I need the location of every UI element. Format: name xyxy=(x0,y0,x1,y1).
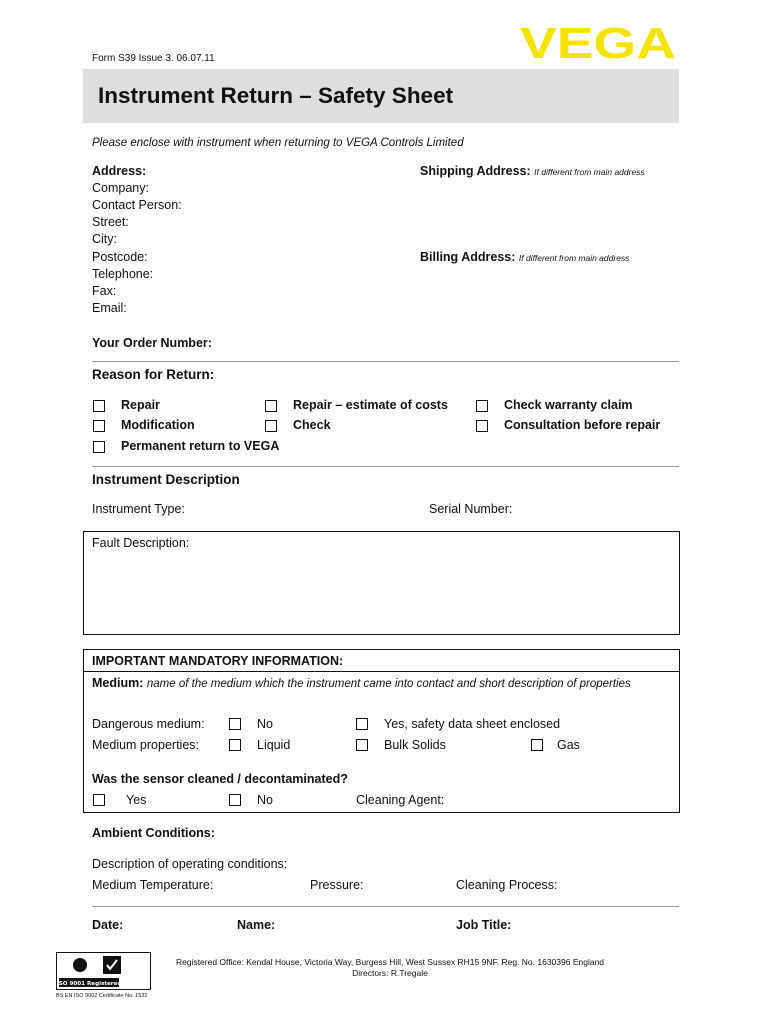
serial-number-label: Serial Number: xyxy=(429,502,513,516)
fault-description-label: Fault Description: xyxy=(92,536,190,550)
page-title: Instrument Return – Safety Sheet xyxy=(98,83,454,108)
shipping-address-note: If different from main address xyxy=(534,167,645,177)
consultation-label: Consultation before repair xyxy=(504,418,661,432)
cleaned-yes-checkbox[interactable] xyxy=(93,794,105,806)
consultation-checkbox[interactable] xyxy=(476,420,488,432)
warranty-claim-checkbox[interactable] xyxy=(476,400,488,412)
repair-estimate-checkbox[interactable] xyxy=(265,400,277,412)
fax-label: Fax: xyxy=(92,284,117,298)
name-label: Name: xyxy=(237,918,276,932)
date-label: Date: xyxy=(92,918,124,932)
mandatory-heading-rule xyxy=(83,671,679,672)
footer xyxy=(130,957,650,979)
reason-heading: Reason for Return: xyxy=(92,367,215,382)
dangerous-no-label: No xyxy=(257,717,273,731)
repair-label: Repair xyxy=(121,398,160,412)
liquid-label: Liquid xyxy=(257,738,291,752)
repair-estimate-label: Repair – estimate of costs xyxy=(293,398,448,412)
mandatory-info-box xyxy=(83,649,680,813)
telephone-label: Telephone: xyxy=(92,267,154,281)
dangerous-yes-checkbox[interactable] xyxy=(356,718,368,730)
dangerous-medium-label: Dangerous medium: xyxy=(92,717,205,731)
liquid-checkbox[interactable] xyxy=(229,739,241,751)
bulk-solids-label: Bulk Solids xyxy=(384,738,446,752)
divider xyxy=(92,466,679,467)
cleaned-question: Was the sensor cleaned / decontaminated? xyxy=(92,772,348,786)
company-label: Company: xyxy=(92,181,149,195)
billing-address-label: Billing Address: xyxy=(420,250,516,264)
warranty-claim-label: Check warranty claim xyxy=(504,398,633,412)
permanent-return-checkbox[interactable] xyxy=(93,441,105,453)
cleaned-no-checkbox[interactable] xyxy=(229,794,241,806)
street-label: Street: xyxy=(92,215,129,229)
certification-text: ISO 9001 Registered xyxy=(57,981,122,987)
vega-logo xyxy=(518,22,678,62)
permanent-return-label: Permanent return to VEGA xyxy=(121,439,280,453)
dangerous-yes-label: Yes, safety data sheet enclosed xyxy=(384,717,561,731)
city-label: City: xyxy=(92,232,117,246)
cleaned-no-label: No xyxy=(257,793,273,807)
check-checkbox[interactable] xyxy=(265,420,277,432)
check-label: Check xyxy=(293,418,331,432)
gas-checkbox[interactable] xyxy=(531,739,543,751)
contact-person-label: Contact Person: xyxy=(92,198,182,212)
medium-temperature-label: Medium Temperature: xyxy=(92,878,214,892)
medium-note: name of the medium which the instrument came into contact and short description of properties xyxy=(146,678,631,690)
cleaned-yes-label: Yes xyxy=(126,793,147,807)
operating-conditions-label: Description of operating conditions: xyxy=(92,857,288,871)
order-number-label: Your Order Number: xyxy=(92,336,212,350)
ambient-heading: Ambient Conditions: xyxy=(92,826,215,840)
divider xyxy=(92,361,679,362)
repair-checkbox[interactable] xyxy=(93,400,105,412)
billing-address xyxy=(420,250,629,264)
modification-label: Modification xyxy=(121,418,195,432)
instrument-type-label: Instrument Type: xyxy=(92,502,185,516)
intro-text: Please enclose with instrument when returning to VEGA Controls Limited xyxy=(92,137,464,149)
address-heading: Address: xyxy=(92,164,147,178)
cleaning-process-label: Cleaning Process: xyxy=(456,878,558,892)
bulk-solids-checkbox[interactable] xyxy=(356,739,368,751)
postcode-label: Postcode: xyxy=(92,250,148,264)
job-title-label: Job Title: xyxy=(456,918,512,932)
pressure-label: Pressure: xyxy=(310,878,364,892)
medium-properties-label: Medium properties: xyxy=(92,738,199,752)
divider xyxy=(92,906,679,907)
cleaning-agent-label: Cleaning Agent: xyxy=(356,793,445,807)
billing-address-note: If different from main address xyxy=(518,253,630,263)
medium-row xyxy=(92,676,631,690)
email-label: Email: xyxy=(92,301,127,315)
shipping-address xyxy=(420,164,645,178)
instrument-heading: Instrument Description xyxy=(92,472,240,487)
gas-label: Gas xyxy=(557,738,580,752)
dangerous-no-checkbox[interactable] xyxy=(229,718,241,730)
medium-label: Medium: xyxy=(92,676,144,690)
mandatory-heading: IMPORTANT MANDATORY INFORMATION: xyxy=(92,654,344,668)
shipping-address-label: Shipping Address: xyxy=(420,164,531,178)
vega-logo-text: VEGA xyxy=(520,22,676,62)
footer-registered-office: Registered Office: Kendal House, Victoria Way, Burgess Hill, West Sussex RH15 9NF. Reg. No. 1630396 England xyxy=(175,957,605,967)
footer-directors: Directors: R.Tregale xyxy=(352,968,428,978)
modification-checkbox[interactable] xyxy=(93,420,105,432)
certificate-note: BS EN ISO 9002 Certificate No. 1532 xyxy=(56,993,148,999)
form-number: Form S39 Issue 3. 06.07.11 xyxy=(92,53,215,64)
